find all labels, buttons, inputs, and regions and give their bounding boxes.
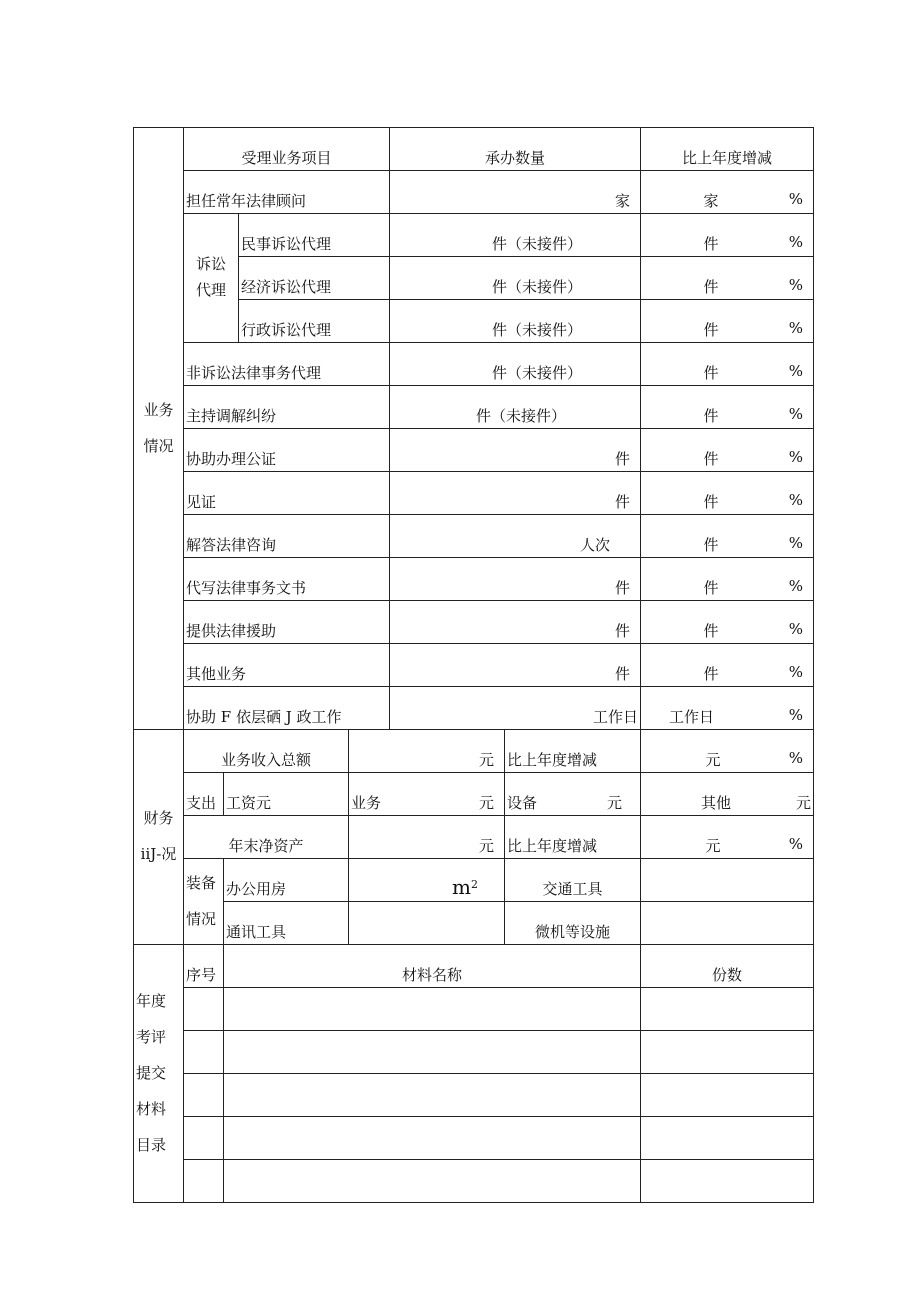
row-civil <box>134 214 814 257</box>
value-office[interactable]: $m^2$ <box>349 859 505 902</box>
count-other[interactable]: 件 <box>390 644 641 687</box>
value-comm[interactable] <box>349 902 505 945</box>
value-income[interactable]: 元 <box>349 730 505 773</box>
label-notary: 协助办理公证 <box>184 429 390 472</box>
row-nonlitigation <box>134 343 814 386</box>
label-counsel: 担任常年法律顾问 <box>184 171 390 214</box>
seq-cell[interactable] <box>184 1117 224 1160</box>
row-aid <box>134 601 814 644</box>
row-comm <box>134 902 814 945</box>
row-office <box>134 859 814 902</box>
copies-cell[interactable] <box>641 1074 814 1117</box>
change-consult[interactable]: 件 % <box>641 515 814 558</box>
material-name-cell[interactable] <box>224 1074 641 1117</box>
count-civil[interactable]: 件（未接件） <box>390 214 641 257</box>
value-vehicle[interactable] <box>641 859 814 902</box>
header-change: 比上年度增减 <box>641 128 814 171</box>
row-expense <box>134 773 814 816</box>
row-assist-gov <box>134 687 814 730</box>
value-assets[interactable]: 元 <box>349 816 505 859</box>
material-name-cell[interactable] <box>224 1031 641 1074</box>
row-counsel <box>134 171 814 214</box>
label-aid: 提供法律援助 <box>184 601 390 644</box>
header-material-name: 材料名称 <box>224 945 641 988</box>
value-other-expense[interactable]: 其他 元 <box>641 773 814 816</box>
count-counsel[interactable]: 家 <box>390 171 641 214</box>
material-name-cell[interactable] <box>224 1117 641 1160</box>
change-assist-gov[interactable]: 工作日 % <box>641 687 814 730</box>
change-counsel[interactable]: 家 % <box>641 171 814 214</box>
row-mediation <box>134 386 814 429</box>
count-documents[interactable]: 件 <box>390 558 641 601</box>
label-economic: 经济诉讼代理 <box>239 257 390 300</box>
change-administrative[interactable]: 件 % <box>641 300 814 343</box>
seq-cell[interactable] <box>184 1031 224 1074</box>
label-salary[interactable]: 工资元 <box>224 773 349 816</box>
label-administrative: 行政诉讼代理 <box>239 300 390 343</box>
change-economic[interactable]: 件 % <box>641 257 814 300</box>
count-consult[interactable]: 人次 <box>390 515 641 558</box>
label-assist-gov: 协助 F 依层硒 J 政工作 <box>184 687 390 730</box>
label-documents: 代写法律事务文书 <box>184 558 390 601</box>
label-office: 办公用房 <box>224 859 349 902</box>
label-assets: 年末净资产 <box>184 816 349 859</box>
table-row <box>134 1031 814 1074</box>
materials-section-label: 年度 考评 提交 材料 目录 <box>134 945 184 1203</box>
value-income-change[interactable]: 元 % <box>641 730 814 773</box>
count-aid[interactable]: 件 <box>390 601 641 644</box>
row-assets <box>134 816 814 859</box>
count-witness[interactable]: 件 <box>390 472 641 515</box>
label-civil: 民事诉讼代理 <box>239 214 390 257</box>
annual-report-form <box>133 127 814 1203</box>
label-income: 业务收入总额 <box>184 730 349 773</box>
change-mediation[interactable]: 件 % <box>641 386 814 429</box>
copies-cell[interactable] <box>641 1117 814 1160</box>
table-row <box>134 1074 814 1117</box>
row-other <box>134 644 814 687</box>
count-notary[interactable]: 件 <box>390 429 641 472</box>
label-nonlitigation: 非诉讼法律事务代理 <box>184 343 390 386</box>
label-expense: 支出 <box>184 773 224 816</box>
seq-cell[interactable] <box>184 988 224 1031</box>
count-nonlitigation[interactable]: 件（未接件） <box>390 343 641 386</box>
change-other[interactable]: 件 % <box>641 644 814 687</box>
header-copies: 份数 <box>641 945 814 988</box>
count-economic[interactable]: 件（未接件） <box>390 257 641 300</box>
change-documents[interactable]: 件 % <box>641 558 814 601</box>
header-count: 承办数量 <box>390 128 641 171</box>
row-witness <box>134 472 814 515</box>
equipment-group-label: 装备 情况 <box>184 859 224 945</box>
header-seq: 序号 <box>184 945 224 988</box>
row-documents <box>134 558 814 601</box>
label-income-change: 比上年度增减 <box>505 730 641 773</box>
label-witness: 见证 <box>184 472 390 515</box>
label-assets-change: 比上年度增减 <box>505 816 641 859</box>
copies-cell[interactable] <box>641 1160 814 1203</box>
value-computers[interactable] <box>641 902 814 945</box>
change-notary[interactable]: 件 % <box>641 429 814 472</box>
change-aid[interactable]: 件 % <box>641 601 814 644</box>
change-civil[interactable]: 件 % <box>641 214 814 257</box>
header-item: 受理业务项目 <box>184 128 390 171</box>
label-computers: 微机等设施 <box>505 902 641 945</box>
value-assets-change[interactable]: 元 % <box>641 816 814 859</box>
change-witness[interactable]: 件 % <box>641 472 814 515</box>
count-administrative[interactable]: 件（未接件） <box>390 300 641 343</box>
row-income <box>134 730 814 773</box>
business-section-label: 业务 情况 <box>134 128 184 730</box>
materials-header-row <box>134 945 814 988</box>
label-other: 其他业务 <box>184 644 390 687</box>
table-row <box>134 1160 814 1203</box>
copies-cell[interactable] <box>641 988 814 1031</box>
label-consult: 解答法律咨询 <box>184 515 390 558</box>
copies-cell[interactable] <box>641 1031 814 1074</box>
change-nonlitigation[interactable]: 件 % <box>641 343 814 386</box>
seq-cell[interactable] <box>184 1074 224 1117</box>
count-mediation[interactable]: 件（未接件） <box>390 386 641 429</box>
finance-section-label: 财务 iiJ-况 <box>134 730 184 945</box>
value-business-expense[interactable]: 业务 元 <box>349 773 505 816</box>
row-notary <box>134 429 814 472</box>
seq-cell[interactable] <box>184 1160 224 1203</box>
row-consult <box>134 515 814 558</box>
label-vehicle: 交通工具 <box>505 859 641 902</box>
table-row <box>134 1117 814 1160</box>
value-equipment-expense[interactable]: 设备 元 <box>505 773 641 816</box>
table-row <box>134 988 814 1031</box>
material-name-cell[interactable] <box>224 988 641 1031</box>
label-mediation: 主持调解纠纷 <box>184 386 390 429</box>
material-name-cell[interactable] <box>224 1160 641 1203</box>
litigation-group-label: 诉讼 代理 <box>184 214 239 343</box>
count-assist-gov[interactable]: 工作日 <box>390 687 641 730</box>
label-comm: 通讯工具 <box>224 902 349 945</box>
